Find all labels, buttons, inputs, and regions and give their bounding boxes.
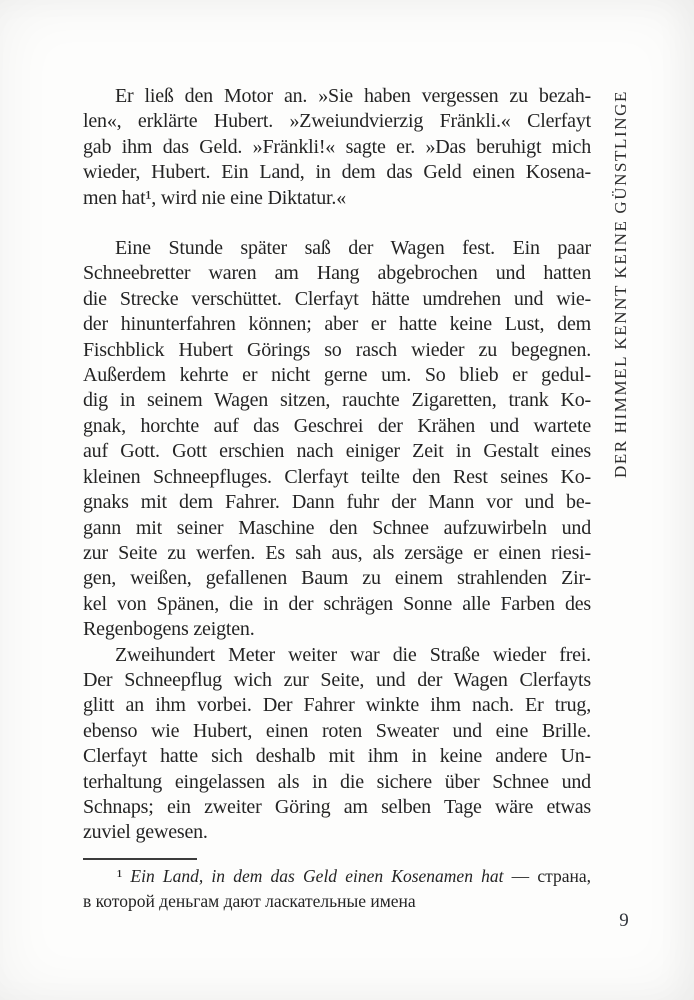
footnote-rule bbox=[83, 858, 197, 860]
text-line: Eine Stunde später saß der Wagen fest. Ein paar bbox=[115, 237, 591, 260]
text-line: terhaltung eingelassen als in die sichere über Schnee und bbox=[83, 770, 591, 793]
text-line: kel von Spänen, die in der schrägen Sonne alle Farben des bbox=[83, 592, 591, 615]
footnote-segment: в которой деньгам дают ласкательные имена bbox=[83, 890, 416, 911]
text-line: gab ihm das Geld. »Fränkli!« sagte er. »Das beruhigt mich bbox=[83, 135, 591, 158]
text-line: Außerdem kehrte er nicht gerne um. So blieb er gedul- bbox=[83, 364, 591, 387]
text-line: gann mit seiner Maschine den Schnee aufzuwirbeln und bbox=[83, 516, 591, 539]
footnote-segment: — страна, bbox=[503, 866, 592, 886]
footnote-line bbox=[83, 864, 591, 889]
paragraph bbox=[83, 84, 591, 211]
text-line: Schneebretter waren am Hang abgebrochen und hatten bbox=[83, 262, 591, 285]
text-line: Zweihundert Meter weiter war die Straße wieder frei. bbox=[115, 643, 591, 666]
paragraph bbox=[83, 236, 591, 643]
footnote-lines bbox=[83, 864, 591, 913]
text-line: len«, erklärte Hubert. »Zweiundvierzig Fränkli.« Clerfayt bbox=[83, 110, 591, 133]
page-number: 9 bbox=[619, 910, 629, 931]
text-line: men hat¹, wird nie eine Diktatur.« bbox=[83, 186, 347, 209]
text-line: gnaks mit dem Fahrer. Dann fuhr der Mann vor und be- bbox=[83, 491, 591, 514]
running-head-text: DER HIMMEL KENNT KEINE GÜNSTLINGE bbox=[611, 90, 630, 479]
text-line: kleinen Schneepfluges. Clerfayt teilte den Rest seines Ko- bbox=[83, 465, 591, 488]
text-line: auf Gott. Gott erschien nach einiger Zeit in Gestalt eines bbox=[83, 440, 591, 463]
text-line: glitt an ihm vorbei. Der Fahrer winkte ihm nach. Er trug, bbox=[83, 694, 591, 717]
text-line: dig in seinem Wagen sitzen, rauchte Zigaretten, trank Ko- bbox=[83, 389, 591, 412]
text-line: zur Seite zu werfen. Es sah aus, als zersäge er einen riesi- bbox=[83, 541, 591, 564]
text-line: Er ließ den Motor an. »Sie haben vergessen zu bezah- bbox=[115, 85, 591, 107]
text-line: gen, weißen, gefallenen Baum zu einem strahlenden Zir- bbox=[83, 567, 591, 590]
text-line: der hinunterfahren können; aber er hatte keine Lust, dem bbox=[83, 313, 591, 336]
text-line: Der Schneepflug wich zur Seite, und der Wagen Clerfayts bbox=[83, 668, 591, 691]
text-line: die Strecke verschüttet. Clerfayt hätte umdrehen und wie- bbox=[83, 287, 591, 310]
text-line: Fischblick Hubert Görings so rasch wieder zu begegnen. bbox=[83, 338, 591, 361]
text-line: ebenso wie Hubert, einen roten Sweater und eine Brille. bbox=[83, 719, 591, 742]
text-line: Regenbogens zeigten. bbox=[83, 618, 255, 641]
text-line: wieder, Hubert. Ein Land, in dem das Geld einen Kosena- bbox=[83, 161, 591, 184]
body-text bbox=[83, 84, 591, 846]
text-line: Schnaps; ein zweiter Göring am selben Tage wäre etwas bbox=[83, 795, 591, 818]
paragraph bbox=[83, 643, 591, 846]
text-line: zuviel gewesen. bbox=[83, 821, 208, 844]
footnote bbox=[83, 858, 591, 913]
text-line: gnak, horchte auf das Geschrei der Krähen und wartete bbox=[83, 414, 591, 437]
footnote-segment: ¹ bbox=[117, 866, 131, 886]
footnote-line bbox=[83, 889, 591, 914]
text-line: Clerfayt hatte sich deshalb mit ihm in keine andere Un- bbox=[83, 745, 591, 768]
running-head-vertical bbox=[611, 90, 639, 478]
footnote-segment: Ein Land, in dem das Geld einen Kosenamen hat bbox=[130, 866, 504, 886]
